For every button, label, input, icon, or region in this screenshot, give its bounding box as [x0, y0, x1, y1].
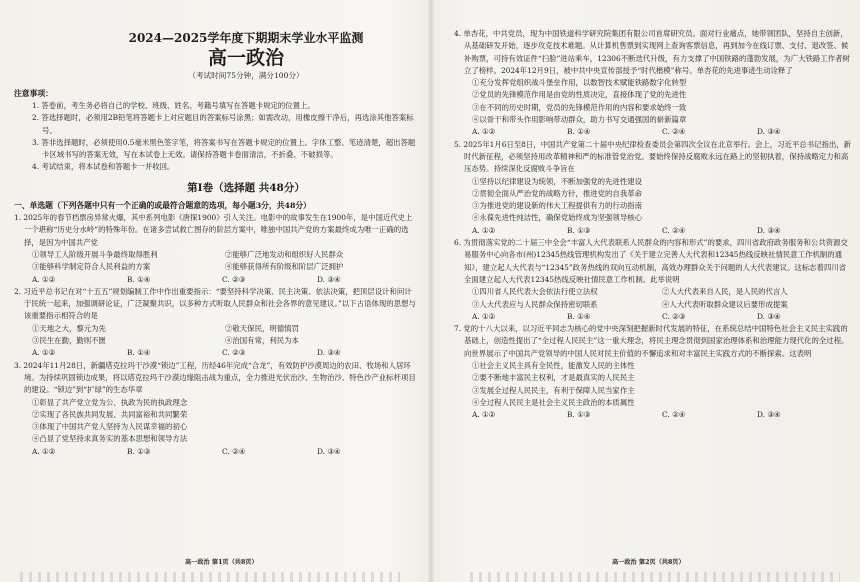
option: ②能够广泛地发动和组织好人民群众 — [225, 249, 344, 259]
option: ②人大代表来自人民，是人民的代言人 — [662, 287, 788, 297]
answer-row — [454, 225, 852, 237]
question-3 — [14, 360, 418, 458]
answer-choice: C. ②③ — [222, 274, 246, 284]
answer-choice: C. ②④ — [662, 225, 686, 235]
question-6 — [454, 237, 852, 323]
option: ④全过程人民民主是社会主义民主政治的本质属性 — [472, 397, 635, 407]
question-stem: 4. 单杏花，中共党员，现为中国铁道科学研究院集团有限公司首席研究员。面对行业痛点，她带领团队，坚持自主创新，从基础研发开始，逐步攻克技术难题。从计算机售票到实现网上查询客票信息，再到加今在线订票、支付、退改签、候补购票，可持有效证件“扫脸”进站乘车，12306不断迭代升级，有力支撑了中国铁路的蓬勃发展，为广大铁路工作者树立了榜样。2024年12月9日，被中共中央宣传部授予“时代楷模”称号。单杏花的先进事迹生动诠释了 — [454, 29, 850, 75]
question-1 — [14, 212, 418, 286]
answer-choice: A. ①② — [32, 446, 56, 456]
option: ④人大代表听取群众建议后要形成提案 — [662, 299, 788, 309]
option: ①四川省人民代表大会依法行使立法权 — [472, 287, 598, 297]
answer-row — [454, 409, 852, 421]
answer-choice: D. ③④ — [317, 274, 341, 284]
answer-choice: D. ③④ — [757, 127, 781, 137]
footer-page-right: 高一政治 第2页（共8页） — [612, 559, 685, 566]
note-item: 4. 考试结束，将本试卷和答题卡一并收回。 — [32, 162, 175, 172]
part1-title: 第Ⅰ卷（选择题 共48分） — [187, 181, 305, 194]
question-stem: 7. 党的十八大以来，以习近平同志为核心的党中央深刻把握新时代发展的特征，在系统总结中国特色社会主义民主实践的基础上，创造性提出了“全过程人民民主”这一重大理念，将民主理念贯彻到国家治理体系和治理能力现代化的全过程。向世界展示了中国共产党领导的中国人民对民主价值的不懈追求和对丰富民主实践方式的不断探索。这表明 — [454, 324, 849, 358]
option: ①领导工人阶级开展斗争最终取得胜利 — [32, 249, 158, 259]
answer-choice: A. ①② — [32, 348, 56, 358]
answer-choice: A. ①② — [472, 410, 496, 420]
answer-choice: A. ①② — [32, 274, 56, 284]
question-stem: 1. 2025年的春节档票房异常火爆，其中系列电影《唐探1900》引人关注。电影中的故事发生在1900年，是中国近代史上一个堪称“历史分水岭”的特殊年份。在诸多尝试救亡图存的阶层方案中，唯独中国共产党的方案最终成为唯一正确的选择，是因为中国共产党 — [14, 213, 413, 247]
option-row — [14, 323, 418, 335]
option: ④永葆先进性纯洁性，确保党始终成为坚强领导核心 — [472, 213, 642, 223]
answer-choice: B. ①④ — [567, 127, 591, 137]
option: ②党员的先锋模范作用是由党的性质决定，直接体现了党的先进性 — [472, 90, 687, 100]
exam-subject: 高一政治 — [207, 47, 284, 69]
answer-choice: D. ③④ — [317, 446, 341, 456]
notes-heading: 注意事项： — [14, 89, 53, 98]
option: ①社会主义民主具有全民性，能激发人民的主体性 — [472, 361, 635, 371]
option-row — [454, 299, 852, 311]
option: ②贯彻全面从严治党的战略方针，推进党的自我革命 — [472, 188, 642, 198]
answer-choice: C. ②④ — [662, 410, 686, 420]
answer-choice: A. ①② — [472, 311, 496, 321]
option: ③能够科学制定符合人民利益的方案 — [32, 262, 151, 272]
option: ②实现了各民族共同发展、共同富裕和共同繁荣 — [32, 409, 188, 419]
answer-row — [14, 274, 418, 286]
note-item: 2. 答选择题时，必须用2B铅笔将答题卡上对应题目的答案标号涂黑；如需改动，用橡皮擦干净后，再选涂其他答案标号。 — [32, 113, 414, 135]
question-stem: 5. 2025年1月6日至8日，中国共产党第二十届中央纪律检查委员会第四次全议在北京举行。会上，习近平总书记指出，新时代新征程，必须坚持用改革精神和严的标准管党治党。要始终保持反腐败永远在路上的坚韧执着，保持战略定力和高压态势。持续深化反腐败斗争旨在 — [454, 139, 852, 174]
option: ③民生在勤，勤则不匮 — [32, 336, 106, 346]
option: ②敬天保民，明德慎罚 — [225, 323, 299, 333]
answer-row — [14, 347, 418, 359]
answer-choice: B. ①④ — [567, 311, 591, 321]
option: ③在不同的历史时期，党员的先锋模范作用的内容和要求始终一致 — [472, 102, 687, 112]
page-fold — [428, 0, 434, 582]
question-stem: 6. 为贯彻落实党的二十届三中全会“丰富人大代表联系人民群众的内容和形式”的要求，四川省政府政务服务和公共资源交易服务中心向各市(州)12345热线管理机构发出了《关于建立完善人大代表和12345热线反映社情民意工作机制的通知》，建立起人大代表与“12345”政务热线的双向互动机制，高效办理群众关于问题的人大代表建议。这标志着四川省全面建立起人大代表12345热线反映社情民意工作机制。此举说明 — [454, 238, 848, 284]
exam-title: 2024—2025学年度下期期末学业水平监测 — [128, 31, 364, 45]
option: ④以骨干和带头作用影响带动群众，助力书写交通强国的崭新篇章 — [472, 115, 687, 125]
option: ③体现了中国共产党人坚持为人民谋幸福的初心 — [32, 422, 188, 432]
option: ①充分发挥党组织战斗堡垒作用，以数智技术赋能铁路数字化转型 — [472, 78, 687, 88]
bleed-through-marks — [20, 572, 400, 582]
answer-choice: B. ①④ — [127, 274, 151, 284]
option: ③人大代表应与人民群众保持密切联系 — [472, 299, 598, 309]
footer-page-left: 高一政治 第1页（共8页） — [185, 559, 258, 566]
answer-choice: A. ①② — [472, 127, 496, 137]
section-heading: 一、单选题（下列各题中只有一个正确的或最符合题意的选项，每小题3分，共48分） — [14, 200, 311, 210]
answer-choice: A. ①② — [472, 225, 496, 235]
option: ③发展全过程人民民主，有利于保障人民当家作主 — [472, 385, 635, 395]
answer-choice: B. ①③ — [567, 225, 591, 235]
question-2 — [14, 286, 418, 360]
answer-row — [454, 126, 852, 138]
option: ④能够获得所有阶级和阶层广泛拥护 — [225, 262, 344, 272]
note-item: 1. 答卷前，考生务必将自己的学校、班级、姓名、考籍号填写在答题卡规定的位置上。 — [32, 101, 315, 110]
option: ④凸显了党坚持求真务实的基本思想和领导方法 — [32, 434, 188, 444]
answer-choice: B. ①③ — [567, 410, 591, 420]
option: ③为推进党的建设新的伟大工程提供有力的行动指南 — [472, 201, 642, 211]
answer-choice: B. ①④ — [127, 348, 151, 358]
answer-choice: B. ①③ — [127, 446, 151, 456]
question-7 — [454, 323, 852, 421]
answer-choice: C. ②③ — [662, 311, 686, 321]
page-left — [14, 30, 418, 458]
answer-choice: C. ②③ — [222, 348, 246, 358]
question-stem: 3. 2024年11月28日，新疆塔克拉玛干沙漠“锁边”工程，历经46年完成“合龙”，有效防护沙漠周边的农田、牧场和人居环境。为持续巩固锁边成果，将以塔克拉玛干沙漠边缘阻击战为重点，全力推进光伏治沙、生物治沙、特色沙产业标杆项目的建设。“锁边”到“扩绿”的生态华章 — [14, 360, 416, 395]
note-item: 3. 答非选择题时，必须使用0.5毫米黑色签字笔，将答案书写在答题卡规定的位置上。字体工整、笔迹清楚，超出答题卡区域书写的答案无效，写在本试卷上无效。请保持答题卡卷面清洁，不折叠、不破损等。 — [32, 137, 416, 160]
option-row — [454, 286, 852, 298]
answer-choice: D. ③④ — [757, 311, 781, 321]
option: ②要不断地丰富民主权利，才是最真实的人民民主 — [472, 373, 635, 383]
option-row — [14, 335, 418, 347]
question-stem: 2. 习近平总书记在对“十五五”规划编制工作中作出重要指示：“要坚持科学决策、民主决策、依法决策，把顶层设计和问计于民统一起来，加强调研论证，广泛凝聚共识，以多种方式听取人民群众和社会各界的意见建议。”以下古语体现的思想与该重要指示相符合的是 — [14, 286, 416, 321]
option-row — [14, 249, 418, 261]
question-4 — [454, 28, 852, 139]
answer-choice: D. ③④ — [317, 348, 341, 358]
page-right — [454, 28, 852, 422]
option-row — [14, 261, 418, 273]
answer-choice: D. ③④ — [757, 225, 781, 235]
option: ①坚持以纪律建设为统领，不断加强党的先进性建设 — [472, 176, 642, 186]
option: ①彰显了共产党立党为公、执政为民的执政理念 — [32, 397, 188, 407]
answer-choice: D. ③④ — [757, 410, 781, 420]
exam-time-note: （考试时间75分钟，满分100分） — [188, 71, 304, 80]
option: ④治国有常，利民为本 — [225, 336, 299, 346]
option: ①天地之大，黎元为先 — [32, 323, 106, 333]
answer-row — [14, 446, 418, 458]
answer-row — [454, 311, 852, 323]
answer-choice: C. ②④ — [662, 127, 686, 137]
question-5 — [454, 139, 852, 237]
answer-choice: C. ②④ — [222, 446, 246, 456]
bleed-through-marks — [470, 572, 840, 582]
